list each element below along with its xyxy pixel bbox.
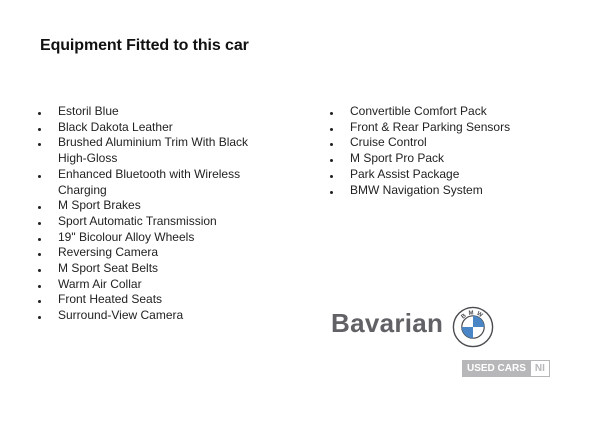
page-title: Equipment Fitted to this car	[40, 37, 249, 54]
dealer-logo	[331, 306, 501, 350]
used-cars-badge	[462, 360, 550, 377]
badge-region-label: NI	[531, 360, 550, 377]
list-item: Convertible Comfort Pack	[329, 104, 529, 120]
list-item: M Sport Pro Pack	[329, 151, 529, 167]
list-item: Estoril Blue	[37, 104, 262, 120]
equipment-list-right	[329, 104, 529, 198]
list-item: Warm Air Collar	[37, 277, 262, 293]
list-item: BMW Navigation System	[329, 183, 529, 199]
list-item: 19" Bicolour Alloy Wheels	[37, 230, 262, 246]
list-item: Park Assist Package	[329, 167, 529, 183]
list-item: Enhanced Bluetooth with Wireless Charging	[37, 167, 262, 198]
list-item: Reversing Camera	[37, 245, 262, 261]
list-item: Brushed Aluminium Trim With Black High-Gloss	[37, 135, 262, 166]
equipment-list-left	[37, 104, 262, 324]
badge-used-cars-label: USED CARS	[462, 360, 531, 377]
list-item: Front Heated Seats	[37, 292, 262, 308]
list-item: M Sport Brakes	[37, 198, 262, 214]
list-item: Cruise Control	[329, 135, 529, 151]
dealer-name: Bavarian	[331, 308, 444, 338]
list-item: Sport Automatic Transmission	[37, 214, 262, 230]
list-item: Surround-View Camera	[37, 308, 262, 324]
bmw-roundel-icon	[452, 306, 494, 348]
list-item: Front & Rear Parking Sensors	[329, 120, 529, 136]
bmw-letters: BMW	[460, 310, 486, 321]
list-item: M Sport Seat Belts	[37, 261, 262, 277]
list-item: Black Dakota Leather	[37, 120, 262, 136]
